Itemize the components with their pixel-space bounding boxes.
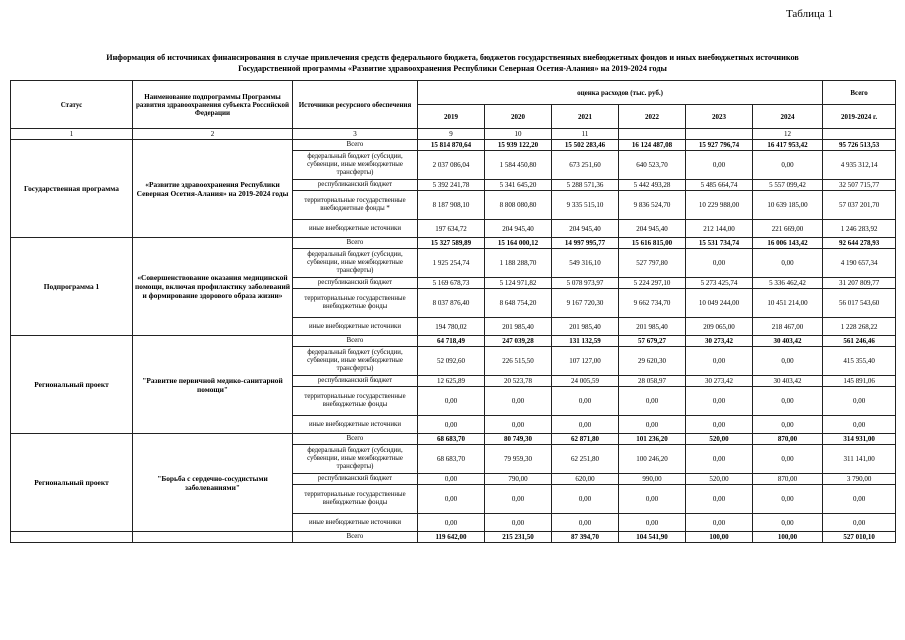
row-year-value: 0,00: [753, 514, 823, 532]
row-year-value: 24 005,59: [552, 376, 619, 387]
header-year: 2024: [753, 105, 823, 129]
column-number: 10: [485, 129, 552, 140]
column-number: [823, 129, 896, 140]
row-year-value: 201 985,40: [485, 318, 552, 336]
row-year-value: 201 985,40: [552, 318, 619, 336]
row-year-value: 0,00: [485, 416, 552, 434]
document-title-line1: Информация об источниках финансирования в случае привлечения средств федерального бюджета, бюджетов государственных внебюджетных фондов и иных внебюджетных источников: [106, 53, 799, 62]
row-total-value: 32 507 715,77: [823, 180, 896, 191]
row-source: территориальные государственные внебюджетные фонды: [293, 387, 418, 416]
row-year-value: 221 669,00: [753, 220, 823, 238]
row-total-value: 527 010,10: [823, 532, 896, 543]
row-year-value: 9 335 515,10: [552, 191, 619, 220]
row-status: Государственная программа: [11, 140, 133, 238]
row-year-value: 0,00: [619, 514, 686, 532]
column-number: 3: [293, 129, 418, 140]
row-year-value: 5 341 645,20: [485, 180, 552, 191]
table-row: [11, 238, 896, 249]
row-total-value: 92 644 278,93: [823, 238, 896, 249]
column-number-row: [11, 129, 896, 140]
row-year-value: 0,00: [552, 416, 619, 434]
row-year-value: 0,00: [686, 151, 753, 180]
row-total-value: 57 037 201,70: [823, 191, 896, 220]
row-year-value: 15 327 589,89: [418, 238, 485, 249]
row-year-value: 131 132,59: [552, 336, 619, 347]
row-year-value: 5 169 678,73: [418, 278, 485, 289]
row-year-value: 0,00: [619, 485, 686, 514]
row-total-value: 0,00: [823, 514, 896, 532]
header-year: 2020: [485, 105, 552, 129]
row-source: федеральный бюджет (субсидии, субвенции, иные межбюджетные трансферты): [293, 249, 418, 278]
row-program-name: «Развитие здравоохранения Республики Северная Осетия-Алания» на 2019-2024 годы: [133, 140, 293, 238]
row-year-value: 20 523,78: [485, 376, 552, 387]
header-total: Всего: [823, 81, 896, 105]
row-total-value: 31 207 809,77: [823, 278, 896, 289]
row-year-value: 5 224 297,10: [619, 278, 686, 289]
row-year-value: 640 523,70: [619, 151, 686, 180]
row-year-value: 14 997 995,77: [552, 238, 619, 249]
row-total-value: 311 141,00: [823, 445, 896, 474]
row-source: федеральный бюджет (субсидии, субвенции, иные межбюджетные трансферты): [293, 445, 418, 474]
row-year-value: 16 006 143,42: [753, 238, 823, 249]
row-year-value: 520,00: [686, 474, 753, 485]
row-year-value: 226 515,50: [485, 347, 552, 376]
row-year-value: 0,00: [753, 151, 823, 180]
row-year-value: 0,00: [619, 416, 686, 434]
row-source: Всего: [293, 434, 418, 445]
row-year-value: 0,00: [753, 387, 823, 416]
row-program-name: «Совершенствование оказания медицинской помощи, включая профилактику заболеваний и формирование здорового образа жизни»: [133, 238, 293, 336]
column-number: [686, 129, 753, 140]
row-year-value: 201 985,40: [619, 318, 686, 336]
row-year-value: 247 039,28: [485, 336, 552, 347]
row-year-value: 212 144,00: [686, 220, 753, 238]
row-year-value: 0,00: [686, 387, 753, 416]
row-year-value: 9 167 720,30: [552, 289, 619, 318]
row-source: иные внебюджетные источники: [293, 416, 418, 434]
row-year-value: 5 557 099,42: [753, 180, 823, 191]
header-year: 2019: [418, 105, 485, 129]
row-source: Всего: [293, 238, 418, 249]
row-year-value: 100,00: [686, 532, 753, 543]
row-year-value: 5 336 462,42: [753, 278, 823, 289]
row-year-value: 0,00: [552, 514, 619, 532]
row-year-value: 204 945,40: [485, 220, 552, 238]
row-year-value: 218 467,00: [753, 318, 823, 336]
row-year-value: 1 925 254,74: [418, 249, 485, 278]
row-total-value: 4 190 657,34: [823, 249, 896, 278]
row-year-value: 100,00: [753, 532, 823, 543]
row-year-value: 870,00: [753, 434, 823, 445]
row-year-value: 5 442 493,28: [619, 180, 686, 191]
row-status: Региональный проект: [11, 336, 133, 434]
row-year-value: 0,00: [552, 485, 619, 514]
row-year-value: 204 945,40: [619, 220, 686, 238]
row-total-value: 1 228 268,22: [823, 318, 896, 336]
column-number: 12: [753, 129, 823, 140]
row-year-value: 5 288 571,36: [552, 180, 619, 191]
row-year-value: 0,00: [418, 485, 485, 514]
row-year-value: 2 037 086,04: [418, 151, 485, 180]
row-year-value: 12 625,89: [418, 376, 485, 387]
row-year-value: 9 836 524,70: [619, 191, 686, 220]
row-year-value: 8 808 080,80: [485, 191, 552, 220]
column-number: 9: [418, 129, 485, 140]
table-body: [11, 140, 896, 543]
row-year-value: 30 403,42: [753, 376, 823, 387]
row-total-value: 4 935 312,14: [823, 151, 896, 180]
row-year-value: 107 127,00: [552, 347, 619, 376]
row-year-value: 620,00: [552, 474, 619, 485]
table-row: [11, 336, 896, 347]
row-year-value: 8 187 908,10: [418, 191, 485, 220]
row-year-value: 104 541,90: [619, 532, 686, 543]
column-number: 1: [11, 129, 133, 140]
row-source: иные внебюджетные источники: [293, 318, 418, 336]
row-year-value: 68 683,70: [418, 445, 485, 474]
row-empty-cell: [11, 532, 133, 543]
row-status: Подпрограмма 1: [11, 238, 133, 336]
row-source: территориальные государственные внебюджетные фонды: [293, 485, 418, 514]
row-year-value: 57 679,27: [619, 336, 686, 347]
row-year-value: 10 639 185,00: [753, 191, 823, 220]
row-year-value: 204 945,40: [552, 220, 619, 238]
row-year-value: 870,00: [753, 474, 823, 485]
row-year-value: 0,00: [485, 514, 552, 532]
row-total-value: 95 726 513,53: [823, 140, 896, 151]
row-year-value: 990,00: [619, 474, 686, 485]
row-total-value: 0,00: [823, 485, 896, 514]
table-row: [11, 532, 896, 543]
header-year: 2021: [552, 105, 619, 129]
row-total-value: 0,00: [823, 416, 896, 434]
row-source: территориальные государственные внебюджетные фонды: [293, 289, 418, 318]
row-year-value: 80 749,30: [485, 434, 552, 445]
row-year-value: 0,00: [686, 445, 753, 474]
row-year-value: 101 236,20: [619, 434, 686, 445]
row-year-value: 673 251,60: [552, 151, 619, 180]
row-total-value: 1 246 283,92: [823, 220, 896, 238]
row-source: федеральный бюджет (субсидии, субвенции, иные межбюджетные трансферты): [293, 151, 418, 180]
column-number: 2: [133, 129, 293, 140]
row-year-value: 15 502 283,46: [552, 140, 619, 151]
header-year: 2022: [619, 105, 686, 129]
row-year-value: 0,00: [686, 416, 753, 434]
row-year-value: 5 273 425,74: [686, 278, 753, 289]
row-total-value: 415 355,40: [823, 347, 896, 376]
row-year-value: 0,00: [485, 387, 552, 416]
header-year: 2023: [686, 105, 753, 129]
row-year-value: 520,00: [686, 434, 753, 445]
row-year-value: 8 037 876,40: [418, 289, 485, 318]
row-year-value: 0,00: [753, 445, 823, 474]
row-source: республиканский бюджет: [293, 278, 418, 289]
row-year-value: 30 403,42: [753, 336, 823, 347]
row-year-value: 64 718,49: [418, 336, 485, 347]
row-year-value: 215 231,50: [485, 532, 552, 543]
column-number: 11: [552, 129, 619, 140]
row-source: Всего: [293, 336, 418, 347]
row-total-value: 314 931,00: [823, 434, 896, 445]
row-year-value: 0,00: [686, 347, 753, 376]
header-estimate: оценка расходов (тыс. руб.): [418, 81, 823, 105]
row-year-value: 0,00: [418, 387, 485, 416]
row-year-value: 5 124 971,82: [485, 278, 552, 289]
row-year-value: 0,00: [753, 249, 823, 278]
row-year-value: 16 124 487,08: [619, 140, 686, 151]
row-source: Всего: [293, 140, 418, 151]
row-program-name: "Борьба с сердечно-сосудистыми заболеваниями": [133, 434, 293, 532]
row-year-value: 119 642,00: [418, 532, 485, 543]
row-year-value: 1 584 450,80: [485, 151, 552, 180]
row-year-value: 0,00: [485, 485, 552, 514]
row-status: Региональный проект: [11, 434, 133, 532]
row-year-value: 29 620,30: [619, 347, 686, 376]
row-year-value: 62 251,80: [552, 445, 619, 474]
row-year-value: 197 634,72: [418, 220, 485, 238]
row-year-value: 0,00: [686, 514, 753, 532]
header-name: Наименование подпрограммы Программы развития здравоохранения субъекта Российской Федерации: [133, 81, 293, 129]
row-year-value: 30 273,42: [686, 376, 753, 387]
row-source: федеральный бюджет (субсидии, субвенции, иные межбюджетные трансферты): [293, 347, 418, 376]
row-year-value: 62 871,80: [552, 434, 619, 445]
document-title: [10, 52, 895, 74]
header-total-years: 2019-2024 г.: [823, 105, 896, 129]
row-source: иные внебюджетные источники: [293, 514, 418, 532]
row-year-value: 527 797,80: [619, 249, 686, 278]
row-year-value: 10 049 244,00: [686, 289, 753, 318]
table-row: [11, 140, 896, 151]
row-year-value: 8 648 754,20: [485, 289, 552, 318]
row-year-value: 79 959,30: [485, 445, 552, 474]
financing-table: [10, 80, 896, 543]
column-number: [619, 129, 686, 140]
row-year-value: 790,00: [485, 474, 552, 485]
row-year-value: 15 164 000,12: [485, 238, 552, 249]
row-program-name: "Развитие первичной медико-санитарной помощи": [133, 336, 293, 434]
row-year-value: 68 683,70: [418, 434, 485, 445]
row-total-value: 0,00: [823, 387, 896, 416]
row-total-value: 561 246,46: [823, 336, 896, 347]
row-source: территориальные государственные внебюджетные фонды *: [293, 191, 418, 220]
row-year-value: 16 417 953,42: [753, 140, 823, 151]
row-year-value: 0,00: [753, 347, 823, 376]
header-source: Источники ресурсного обеспечения: [293, 81, 418, 129]
row-total-value: 3 790,00: [823, 474, 896, 485]
row-total-value: 56 017 543,60: [823, 289, 896, 318]
row-year-value: 0,00: [686, 485, 753, 514]
row-source: республиканский бюджет: [293, 376, 418, 387]
row-year-value: 10 451 214,00: [753, 289, 823, 318]
row-year-value: 0,00: [753, 416, 823, 434]
row-source: иные внебюджетные источники: [293, 220, 418, 238]
row-year-value: 0,00: [552, 387, 619, 416]
row-total-value: 145 891,06: [823, 376, 896, 387]
row-year-value: 52 092,60: [418, 347, 485, 376]
row-year-value: 100 246,20: [619, 445, 686, 474]
row-source: республиканский бюджет: [293, 180, 418, 191]
row-year-value: 0,00: [753, 485, 823, 514]
row-year-value: 15 927 796,74: [686, 140, 753, 151]
row-year-value: 0,00: [686, 249, 753, 278]
row-year-value: 87 394,70: [552, 532, 619, 543]
row-year-value: 0,00: [418, 416, 485, 434]
row-year-value: 5 485 664,74: [686, 180, 753, 191]
row-year-value: 194 780,02: [418, 318, 485, 336]
document-title-line2: Государственной программы «Развитие здравоохранения Республики Северная Осетия-Алания» на 2019-2024 годы: [238, 64, 667, 73]
table-row: [11, 434, 896, 445]
row-year-value: 9 662 734,70: [619, 289, 686, 318]
row-year-value: 5 392 241,78: [418, 180, 485, 191]
row-year-value: 1 188 288,70: [485, 249, 552, 278]
row-year-value: 5 078 973,97: [552, 278, 619, 289]
row-year-value: 28 058,97: [619, 376, 686, 387]
header-status: Статус: [11, 81, 133, 129]
row-year-value: 30 273,42: [686, 336, 753, 347]
row-source: Всего: [293, 532, 418, 543]
row-year-value: 0,00: [619, 387, 686, 416]
row-year-value: 15 939 122,20: [485, 140, 552, 151]
row-year-value: 549 316,10: [552, 249, 619, 278]
row-year-value: 15 814 870,64: [418, 140, 485, 151]
row-year-value: 0,00: [418, 474, 485, 485]
row-year-value: 10 229 988,00: [686, 191, 753, 220]
row-empty-cell: [133, 532, 293, 543]
row-year-value: 15 531 734,74: [686, 238, 753, 249]
table-label: Таблица 1: [785, 8, 833, 20]
row-year-value: 15 616 815,00: [619, 238, 686, 249]
row-source: республиканский бюджет: [293, 474, 418, 485]
row-year-value: 0,00: [418, 514, 485, 532]
row-year-value: 209 065,00: [686, 318, 753, 336]
